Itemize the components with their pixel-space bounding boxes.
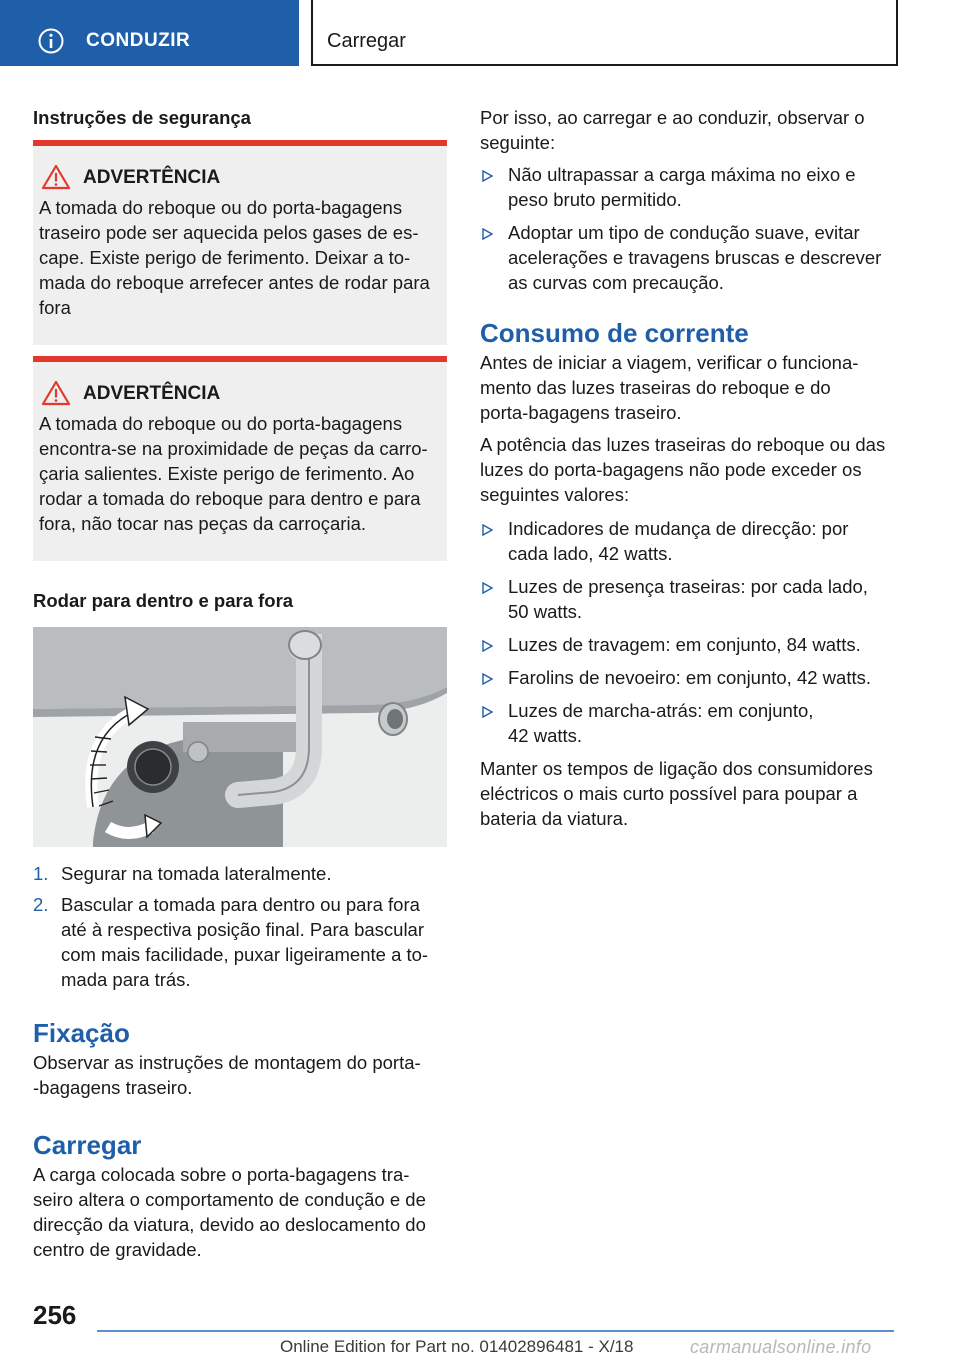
paragraph: [480, 432, 898, 507]
warning-icon: [41, 164, 71, 190]
list-item: [33, 892, 447, 992]
warning-text-line: A tomada do reboque ou do porta-bagagens: [39, 413, 403, 434]
section-heading: Fixação: [33, 1018, 130, 1048]
bullet-text-line: Não ultrapassar a carga máxima no eixo e: [508, 164, 856, 185]
warning-icon: [41, 380, 71, 406]
edition-text: Online Edition for Part no. 01402896481 - X/18: [280, 1337, 634, 1356]
warning-text-line: encontra-se na proximidade de peças da carro-: [39, 438, 428, 459]
paragraph-line: Antes de iniciar a viagem, verificar o funciona-: [480, 352, 859, 373]
paragraph-line: direcção da viatura, devido ao deslocamento do: [33, 1214, 426, 1235]
carregar-section: [33, 1130, 447, 1262]
paragraph-line: Manter os tempos de ligação dos consumidores: [480, 758, 873, 779]
watermark: carmanualsonline.info: [690, 1337, 872, 1357]
power-limits-list: [480, 516, 898, 748]
step-text-line: Bascular a tomada para dentro ou para fora: [61, 894, 420, 915]
warning-text-line: A tomada do reboque ou do porta-bagagens: [39, 197, 403, 218]
list-item: [480, 516, 898, 566]
paragraph-line: centro de gravidade.: [33, 1239, 202, 1260]
warning-title: ADVERTÊNCIA: [83, 166, 221, 188]
warning-box-2: [33, 356, 447, 561]
intro-bullets: [480, 162, 898, 303]
paragraph: [480, 756, 898, 831]
paragraph: [480, 350, 898, 425]
list-item: [480, 220, 898, 295]
bullet-text-line: Indicadores de mudança de direcção: por: [508, 518, 849, 539]
bullet-triangle-icon: [482, 582, 493, 594]
safety-heading: Instruções de segurança: [33, 107, 251, 128]
paragraph-line: -bagagens traseiro.: [33, 1077, 193, 1098]
rotate-heading: Rodar para dentro e para fora: [33, 590, 294, 611]
list-item: [33, 861, 447, 886]
warning-text-line: cape. Existe perigo de ferimento. Deixar a to-: [39, 247, 411, 268]
list-item: [480, 665, 898, 690]
section-tab-label: CONDUZIR: [86, 30, 191, 51]
chapter-title: Carregar: [327, 30, 406, 52]
intro-paragraph: [480, 105, 865, 155]
warning-box-1: [33, 140, 447, 345]
paragraph-line: seguintes valores:: [480, 484, 630, 505]
section-heading: Consumo de corrente: [480, 318, 749, 348]
paragraph-line: mento das luzes traseiras do reboque e do: [480, 377, 831, 398]
warning-text-line: traseiro pode ser aquecida pelos gases de es-: [39, 222, 419, 243]
bullet-triangle-icon: [482, 524, 493, 536]
bullet-text-line: Adoptar um tipo de condução suave, evitar: [508, 222, 860, 243]
bullet-text-line: Luzes de marcha-atrás: em conjunto,: [508, 700, 814, 721]
warning-text-line: fora: [39, 297, 71, 318]
step-number: 1.: [33, 863, 49, 884]
warning-title: ADVERTÊNCIA: [83, 382, 221, 404]
section-heading: Carregar: [33, 1130, 142, 1160]
paragraph-line: seguinte:: [480, 132, 556, 153]
bullet-text-line: 42 watts.: [508, 725, 583, 746]
paragraph-line: eléctricos o mais curto possível para poupar a: [480, 783, 858, 804]
step-text-line: com mais facilidade, puxar ligeiramente a to-: [61, 944, 429, 965]
warning-text-line: rodar a tomada do reboque para dentro e para: [39, 488, 421, 509]
bullet-triangle-icon: [482, 170, 493, 182]
paragraph-line: bateria da viatura.: [480, 808, 629, 829]
paragraph-line: A carga colocada sobre o porta-bagagens tra-: [33, 1164, 410, 1185]
bullet-triangle-icon: [482, 228, 493, 240]
bullet-text-line: as curvas com precaução.: [508, 272, 724, 293]
bullet-text-line: Luzes de travagem: em conjunto, 84 watts.: [508, 634, 861, 655]
list-item: [480, 632, 898, 657]
tow-socket-illustration: [33, 627, 447, 847]
paragraph-line: porta-bagagens traseiro.: [480, 402, 682, 423]
consumo-section: [480, 318, 898, 831]
bullet-text-line: peso bruto permitido.: [508, 189, 682, 210]
steps-list: [33, 861, 447, 998]
bullet-text-line: 50 watts.: [508, 601, 583, 622]
chapter-header: [311, 0, 898, 66]
step-number: 2.: [33, 894, 49, 915]
tow-hook-diagram: [33, 627, 447, 847]
paragraph-line: Observar as instruções de montagem do porta-: [33, 1052, 421, 1073]
page-number: 256: [33, 1300, 77, 1330]
info-icon: [38, 28, 64, 54]
paragraph-line: A potência das luzes traseiras do reboque ou das: [480, 434, 886, 455]
list-item: [480, 698, 898, 748]
bullet-text-line: acelerações e travagens bruscas e descrever: [508, 247, 882, 268]
bullet-text-line: cada lado, 42 watts.: [508, 543, 673, 564]
list-item: [480, 162, 898, 212]
fixacao-section: [33, 1018, 447, 1100]
step-text-line: mada para trás.: [61, 969, 191, 990]
step-text-line: Segurar na tomada lateralmente.: [61, 863, 332, 884]
list-item: [480, 574, 898, 624]
warning-text-line: çaria salientes. Existe perigo de ferimento. Ao: [39, 463, 415, 484]
bullet-text-line: Luzes de presença traseiras: por cada lado,: [508, 576, 868, 597]
warning-text-line: mada do reboque arrefecer antes de rodar para: [39, 272, 430, 293]
paragraph-line: seiro altera o comportamento de condução e de: [33, 1189, 426, 1210]
paragraph-line: luzes do porta-bagagens não pode exceder os: [480, 459, 862, 480]
bullet-triangle-icon: [482, 673, 493, 685]
footer-divider: [97, 1330, 894, 1332]
warning-text-line: fora, não tocar nas peças da carroçaria.: [39, 513, 367, 534]
bullet-triangle-icon: [482, 640, 493, 652]
section-tab: [0, 0, 299, 66]
paragraph-line: Por isso, ao carregar e ao conduzir, observar o: [480, 107, 865, 128]
step-text-line: até à respectiva posição final. Para bascular: [61, 919, 425, 940]
bullet-triangle-icon: [482, 706, 493, 718]
bullet-text-line: Farolins de nevoeiro: em conjunto, 42 watts.: [508, 667, 871, 688]
